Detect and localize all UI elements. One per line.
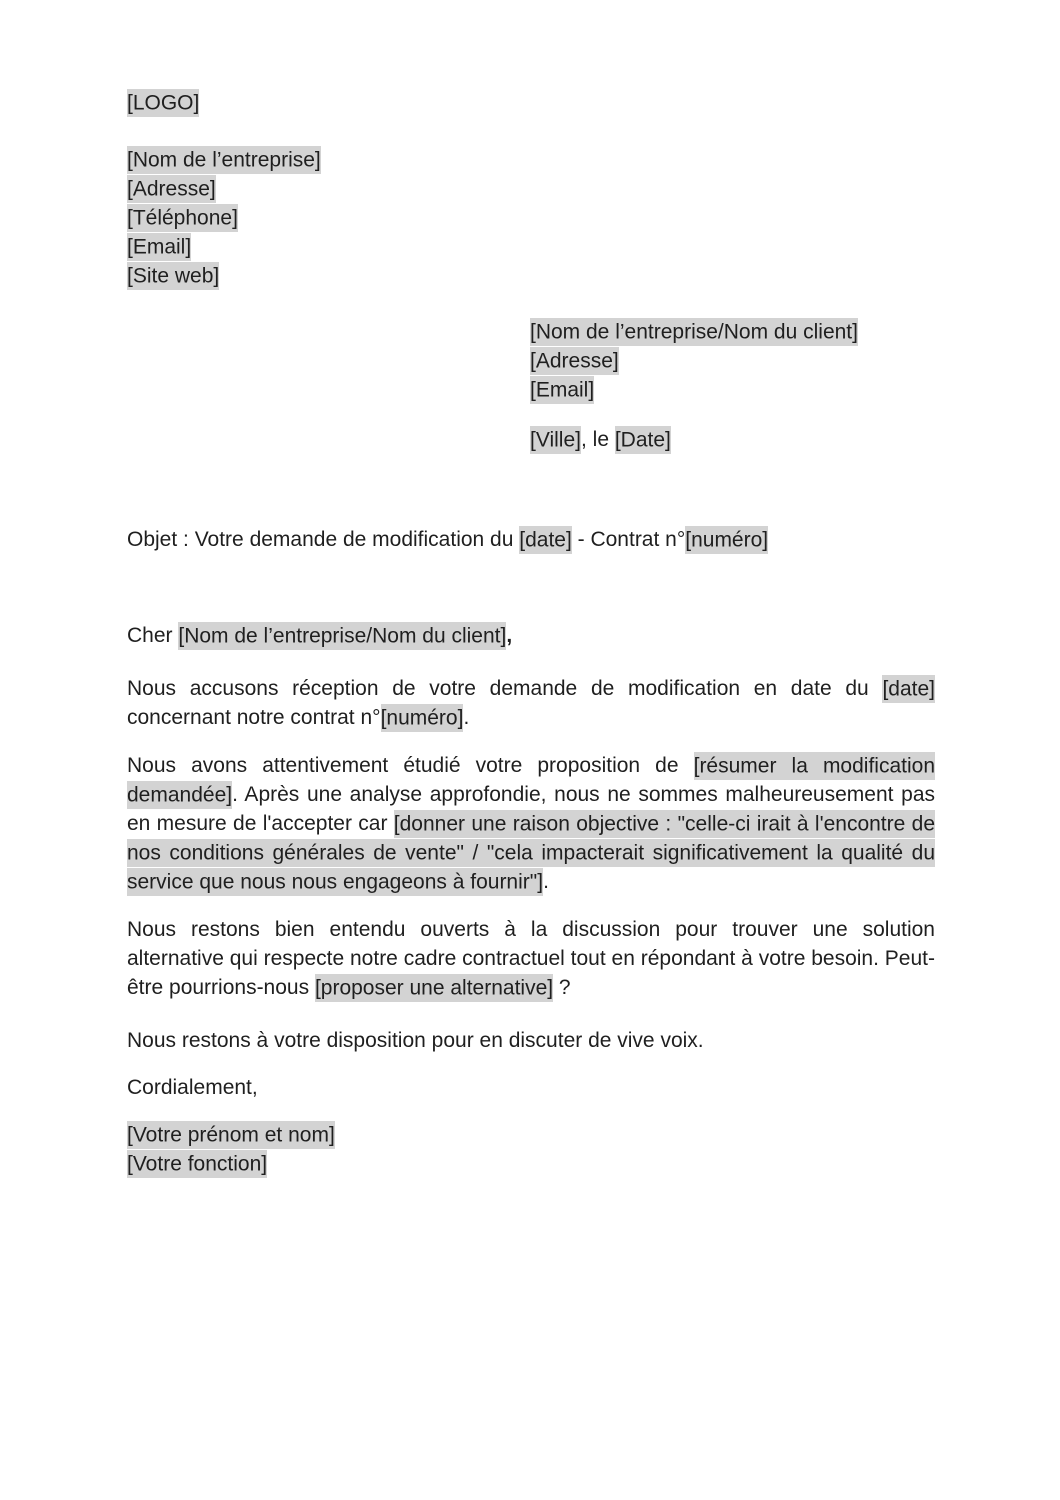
placeholder-field: [proposer une alternative] [315, 974, 553, 1002]
paragraph-refusal [127, 751, 935, 896]
city-date-line [530, 425, 935, 454]
logo-placeholder [127, 88, 935, 117]
sender-block [127, 145, 935, 290]
placeholder-field: [date] [519, 526, 572, 554]
text-segment: Nous restons à votre disposition pour en discuter de vive voix. [127, 1029, 704, 1052]
placeholder-field: [Adresse] [530, 347, 619, 375]
signature-line [127, 1120, 935, 1149]
placeholder-field: [numéro] [685, 526, 768, 554]
placeholder-field: [Nom de l’entreprise/Nom du client] [530, 318, 858, 346]
placeholder-field: [numéro] [381, 704, 464, 732]
placeholder-field: [Email] [127, 233, 191, 261]
paragraph-acknowledgement [127, 674, 935, 732]
text-segment: . [463, 706, 470, 729]
placeholder-field: [Adresse] [127, 175, 216, 203]
placeholder-field: [date] [882, 675, 935, 703]
text-segment: Nous avons attentivement étudié votre proposition de [127, 754, 694, 777]
text-segment: Nous restons bien entendu ouverts à la discussion pour trouver une solution alternative qui respecte notre cadre contractuel tout en répondant à votre besoin. Peut-être pourrions-nous [127, 918, 935, 999]
placeholder-field: [Email] [530, 376, 594, 404]
placeholder-field: [Site web] [127, 262, 219, 290]
text-segment: . Après une analyse approfondie, nous ne sommes malheureusement pas en mesure de l'accepter car [127, 783, 935, 835]
placeholder-field: [Nom de l’entreprise] [127, 146, 321, 174]
recipient-block [530, 317, 935, 404]
closing-line [127, 1073, 935, 1102]
text-segment: Cordialement, [127, 1076, 258, 1099]
salutation-line [127, 621, 935, 650]
text-segment: Nous accusons réception de votre demande de modification en date du [127, 677, 883, 700]
recipient-line [530, 375, 935, 404]
recipient-line [530, 346, 935, 375]
signature-block [127, 1120, 935, 1178]
text-segment: . [543, 870, 549, 893]
text-segment: , le [580, 428, 615, 451]
paragraph-availability [127, 1026, 935, 1055]
text-segment: - Contrat n° [571, 528, 686, 551]
placeholder-field: [Ville] [530, 426, 581, 454]
text-segment: Objet : Votre demande de modification du [127, 528, 520, 551]
text-segment: Cher [127, 624, 179, 647]
sender-line [127, 203, 935, 232]
text-segment: , [506, 624, 513, 647]
placeholder-field: [Votre fonction] [127, 1150, 267, 1178]
placeholder-field: [Date] [615, 426, 671, 454]
placeholder-field: [LOGO] [127, 89, 199, 117]
paragraph-alternative [127, 915, 935, 1002]
recipient-line [530, 317, 935, 346]
signature-line [127, 1149, 935, 1178]
text-segment: ? [553, 976, 571, 999]
sender-line [127, 261, 935, 290]
placeholder-field: [résumer la modification demandée] [127, 752, 935, 809]
placeholder-field: [Nom de l’entreprise/Nom du client] [178, 622, 506, 650]
sender-line [127, 174, 935, 203]
sender-line [127, 232, 935, 261]
placeholder-field: [Votre prénom et nom] [127, 1121, 335, 1149]
placeholder-field: [donner une raison objective : "celle-ci irait à l'encontre de nos conditions générales de vente" / "cela impacterait significativement la qualité du service que nous nous engageons à fournir"] [127, 810, 935, 896]
placeholder-field: [Téléphone] [127, 204, 238, 232]
sender-line [127, 145, 935, 174]
text-segment: concernant notre contrat n° [127, 706, 381, 729]
subject-line [127, 525, 935, 554]
